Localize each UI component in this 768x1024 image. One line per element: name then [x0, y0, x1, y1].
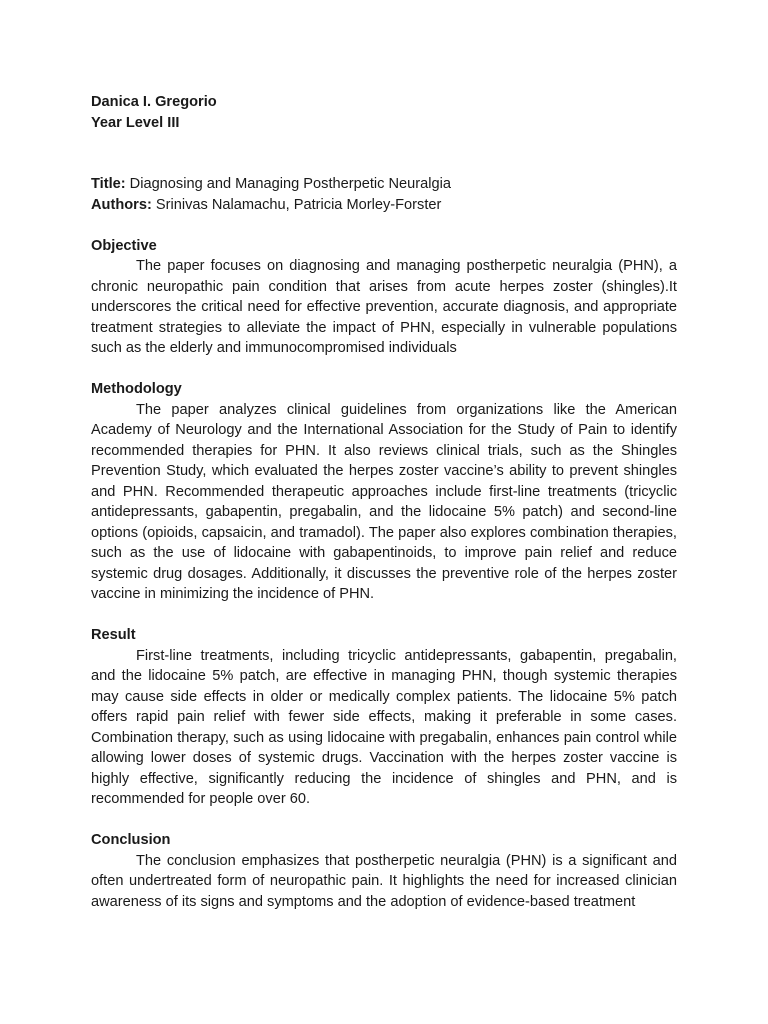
section-methodology	[91, 379, 677, 605]
paper-authors-line	[91, 195, 677, 216]
section-conclusion	[91, 830, 677, 912]
objective-body: The paper focuses on diagnosing and managing postherpetic neuralgia (PHN), a chronic neuropathic pain condition that arises from acute herpes zoster (shingles).It underscores the critical need for effective prevention, accurate diagnosis, and appropriate treatment strategies to alleviate the impact of PHN, especially in vulnerable populations such as the elderly and immunocompromised individuals	[91, 258, 677, 356]
document-page	[91, 92, 677, 912]
paper-title: Diagnosing and Managing Postherpetic Neuralgia	[129, 176, 451, 192]
paper-metadata	[91, 174, 677, 215]
section-result	[91, 625, 677, 810]
year-level: Year Level III	[91, 114, 180, 131]
result-body: First-line treatments, including tricyclic antidepressants, gabapentin, pregabalin, and the lidocaine 5% patch, are effective in managing PHN, though systemic therapies may cause side effects in older or medically complex patients. The lidocaine 5% patch offers rapid pain relief with fewer side effects, making it preferable in some cases. Combination therapy, such as using lidocaine with pregabalin, enhances pain control while allowing lower doses of systemic drugs. Vaccination with the herpes zoster vaccine is highly effective, significantly reducing the incidence of shingles and PHN, and is recommended for people over 60.	[91, 647, 677, 807]
methodology-body: The paper analyzes clinical guidelines from organizations like the American Academy of Neurology and the International Association for the Study of Pain to identify recommended therapies for PHN. It also reviews clinical trials, such as the Shingles Prevention Study, which evaluated the herpes zoster vaccine’s ability to prevent shingles and PHN. Recommended therapeutic approaches include first-line treatments (tricyclic antidepressants, gabapentin, pregabalin, and the lidocaine 5% patch) and second-line options (opioids, capsaicin, and tramadol). The paper also explores combination therapies, such as the use of lidocaine with gabapentinoids, to improve pain relief and reduce systemic drug dosages. Additionally, it discusses the preventive role of the herpes zoster vaccine in minimizing the incidence of PHN.	[91, 401, 677, 602]
methodology-heading: Methodology	[91, 381, 182, 397]
student-name: Danica I. Gregorio	[91, 94, 217, 110]
objective-heading: Objective	[91, 237, 157, 254]
conclusion-body: The conclusion emphasizes that postherpetic neuralgia (PHN) is a significant and often undertreated form of neuropathic pain. It highlights the need for increased clinician awareness of its signs and symptoms and the adoption of evidence-based treatment	[91, 852, 677, 910]
result-heading: Result	[91, 627, 136, 643]
section-objective	[91, 236, 677, 359]
paper-title-line	[91, 174, 677, 195]
student-header	[91, 92, 677, 133]
conclusion-heading: Conclusion	[91, 832, 171, 848]
paper-authors: Srinivas Nalamachu, Patricia Morley-Forster	[155, 196, 442, 213]
authors-label: Authors:	[91, 196, 152, 213]
title-label: Title:	[91, 176, 126, 192]
